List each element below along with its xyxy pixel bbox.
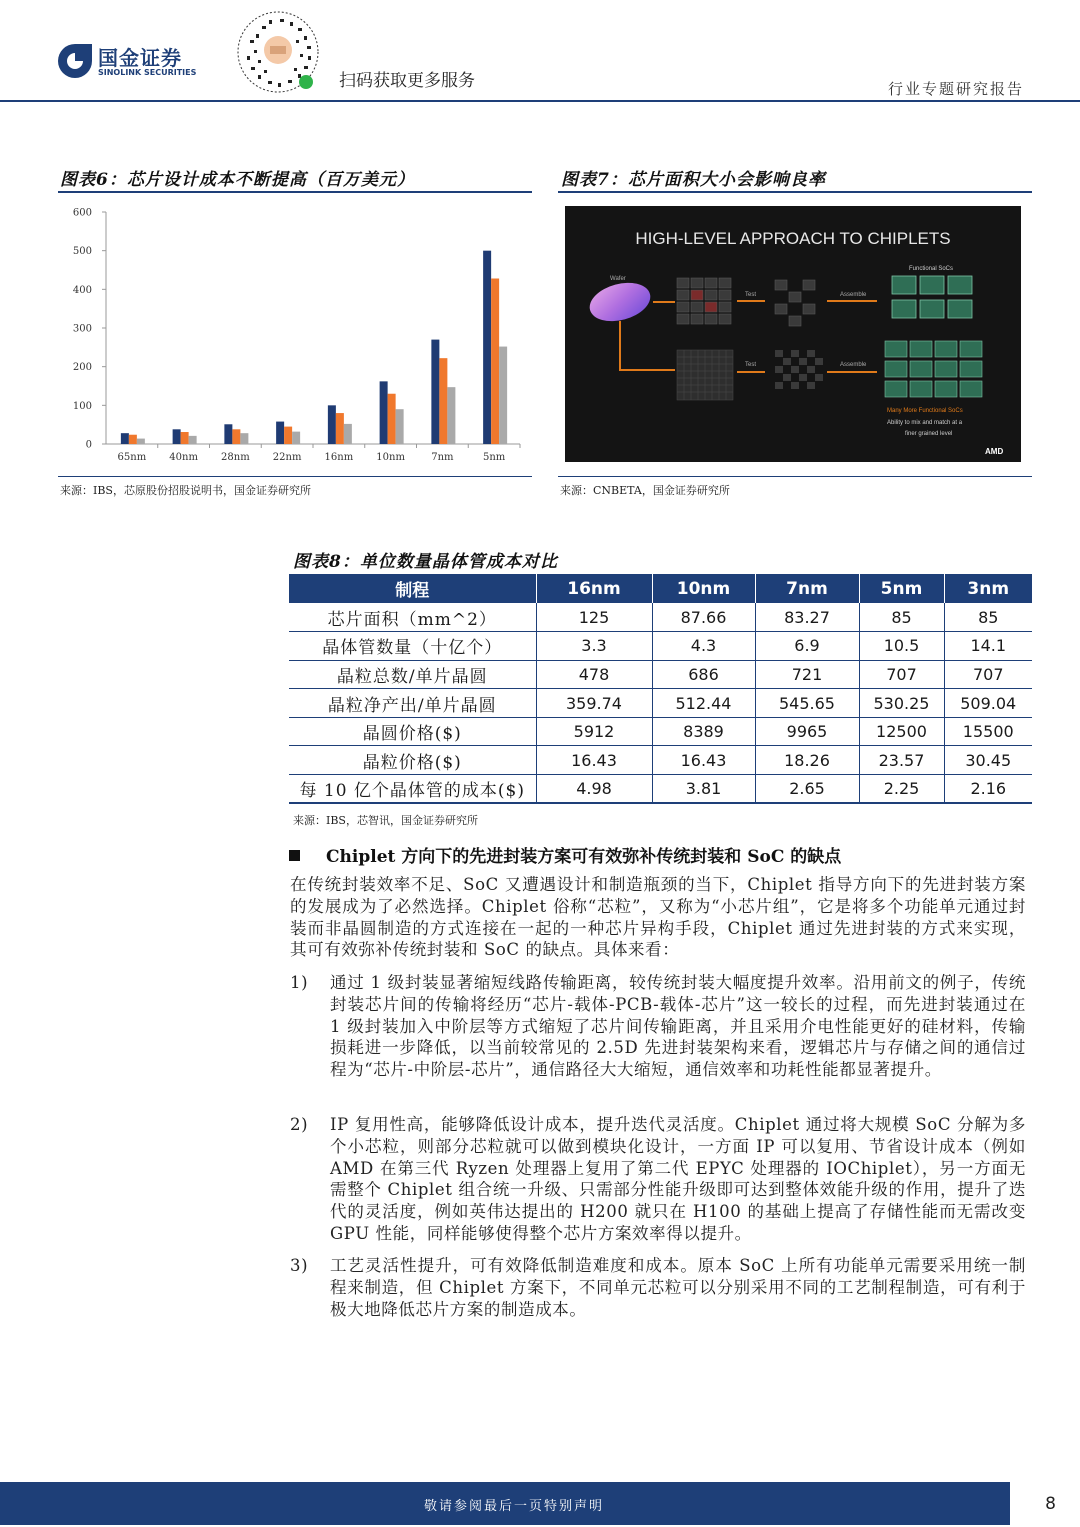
figure6-source: 来源：IBS，芯原股份招股说明书，国金证券研究所 xyxy=(60,484,311,497)
table-cell: 18.26 xyxy=(755,746,859,775)
x-tick-label: 5nm xyxy=(482,452,506,463)
bar-40nm-series3 xyxy=(189,436,197,444)
table-cell: 8389 xyxy=(652,717,755,746)
table-cell: 3.81 xyxy=(652,775,755,804)
bar-22nm-series1 xyxy=(276,422,284,444)
x-tick-label: 7nm xyxy=(431,452,454,463)
table-cell: 478 xyxy=(536,660,652,689)
qr-code-icon[interactable] xyxy=(236,10,320,94)
table-cell: 530.25 xyxy=(859,689,944,718)
y-tick-label: 600 xyxy=(72,207,92,219)
list-item-text: 工艺灵活性提升，可有效降低制造难度和成本。原本 SoC 上所有功能单元需要采用统一制程来制造，但 Chiplet 方案下，不同单元芯粒可以分别采用不同的工艺制程制造，可有利于极大地降低芯片方案的制造成本。 xyxy=(330,1256,1026,1319)
table-cell: 85 xyxy=(859,603,944,632)
header-process: 制程 xyxy=(289,574,536,603)
intro-paragraph: 在传统封装效率不足、SoC 又遭遇设计和制造瓶颈的当下，Chiplet 指导方向下的先进封装方案的发展成为了必然选择。Chiplet 俗称“芯粒”，又称为“小芯片组”，它是将多个功能单元通过封装而非晶圆制造的方式连接在一起的一种芯片异构手段，Chiplet 通过先进封装的方式来实现，其可有效弥补传统封装和 SoC 的缺点。具体来看： xyxy=(290,875,1026,960)
logo-english-name: SINOLINK SECURITIES xyxy=(98,68,197,77)
bar-7nm-series1 xyxy=(431,340,439,444)
header-16nm: 16nm xyxy=(536,574,652,603)
bar-16nm-series1 xyxy=(328,405,336,444)
row-label: 每 10 亿个晶体管的成本($) xyxy=(289,775,536,804)
figure7-title: 图表7：芯片面积大小会影响良率 xyxy=(561,170,826,190)
table-cell: 16.43 xyxy=(536,746,652,775)
transistor-cost-table xyxy=(289,574,1032,804)
bar-5nm-series2 xyxy=(491,279,499,444)
header-divider xyxy=(0,100,1080,102)
table-cell: 2.16 xyxy=(944,775,1032,804)
test-label-bottom: Test xyxy=(745,362,757,368)
figure7-bottom-rule xyxy=(558,476,1032,477)
row-label: 芯片面积（mm^2） xyxy=(289,603,536,632)
table-cell: 125 xyxy=(536,603,652,632)
bar-28nm-series1 xyxy=(224,424,232,444)
bar-10nm-series1 xyxy=(380,381,388,444)
assemble-label-bottom: Assemble xyxy=(840,362,867,368)
table-cell: 2.25 xyxy=(859,775,944,804)
x-tick-label: 28nm xyxy=(221,452,250,463)
row-label: 晶粒价格($) xyxy=(289,746,536,775)
bar-65nm-series3 xyxy=(137,439,145,444)
section-heading xyxy=(289,842,841,867)
bar-7nm-series2 xyxy=(439,358,447,444)
header-7nm: 7nm xyxy=(755,574,859,603)
bar-10nm-series3 xyxy=(396,409,404,444)
table-cell: 16.43 xyxy=(652,746,755,775)
table-cell: 545.65 xyxy=(755,689,859,718)
page-header xyxy=(0,0,1080,102)
figure6-top-rule xyxy=(58,191,532,193)
table-cell: 10.5 xyxy=(859,632,944,661)
table-header-row xyxy=(289,574,1032,603)
table8-source: 来源：IBS，芯智讯，国金证券研究所 xyxy=(293,814,478,827)
list-item-number: 1) xyxy=(290,973,309,992)
header-10nm: 10nm xyxy=(652,574,755,603)
table-cell: 2.65 xyxy=(755,775,859,804)
list-item-text: IP 复用性高，能够降低设计成本，提升迭代灵活度。Chiplet 通过将大规模 SoC 分解为多个小芯粒，则部分芯粒就可以做到模块化设计，一方面 IP 可以复用、节省设计成本（例如 AMD 在第三代 Ryzen 处理器上复用了第二代 EPYC 处理器的 IOChiplet），另一方面无需整个 Chiplet 组合统一升级、只需部分性能升级即可达到整体效能升级的作用，提升了迭代的灵活度，例如英伟达提出的 H200 就只在 H100 的基础上提高了存储性能而无需改变 GPU 性能，同样能够使得整个芯片方案效率得以提升。 xyxy=(330,1115,1026,1243)
x-tick-label: 16nm xyxy=(324,452,354,463)
figure6-title: 图表6：芯片设计成本不断提高（百万美元） xyxy=(60,170,415,190)
assemble-label-top: Assemble xyxy=(840,292,867,298)
table-cell: 15500 xyxy=(944,717,1032,746)
bar-65nm-series1 xyxy=(121,433,129,444)
page-number: 8 xyxy=(1045,1494,1056,1514)
table-cell: 87.66 xyxy=(652,603,755,632)
amd-logo: AMD xyxy=(985,447,1004,456)
bar-65nm-series2 xyxy=(129,435,137,444)
x-tick-label: 40nm xyxy=(169,452,198,463)
table-cell: 707 xyxy=(944,660,1032,689)
table-cell: 3.3 xyxy=(536,632,652,661)
y-tick-label: 100 xyxy=(72,400,92,412)
report-type-label: 行业专题研究报告 xyxy=(887,80,1024,98)
bar-40nm-series1 xyxy=(173,429,181,444)
x-tick-label: 10nm xyxy=(376,452,405,463)
mix-match-line2: finer grained level xyxy=(905,431,953,437)
header-5nm: 5nm xyxy=(859,574,944,603)
row-label: 晶圆价格($) xyxy=(289,717,536,746)
list-item xyxy=(290,972,1026,1081)
y-tick-label: 0 xyxy=(85,439,92,451)
table-row xyxy=(289,717,1032,746)
header-3nm: 3nm xyxy=(944,574,1032,603)
section-heading-text: Chiplet 方向下的先进封装方案可有效弥补传统封装和 SoC 的缺点 xyxy=(326,847,842,867)
table-row xyxy=(289,632,1032,661)
y-tick-label: 500 xyxy=(72,246,92,258)
table-row xyxy=(289,689,1032,718)
bar-16nm-series2 xyxy=(336,413,344,444)
functional-socs-label: Functional SoCs xyxy=(908,266,954,272)
chiplet-image-title: HIGH-LEVEL APPROACH TO CHIPLETS xyxy=(635,229,951,248)
bar-40nm-series2 xyxy=(181,432,189,444)
table-cell: 9965 xyxy=(755,717,859,746)
row-label: 晶体管数量（十亿个） xyxy=(289,632,536,661)
x-tick-label: 65nm xyxy=(117,452,147,463)
y-tick-label: 300 xyxy=(72,323,92,335)
table-cell: 686 xyxy=(652,660,755,689)
row-label: 晶粒净产出/单片晶圆 xyxy=(289,689,536,718)
table-row xyxy=(289,603,1032,632)
logo-mark-icon xyxy=(58,44,92,78)
list-item-text: 通过 1 级封装显著缩短线路传输距离，较传统封装大幅度提升效率。沿用前文的例子，传统封装芯片间的传输将经历“芯片-载体-PCB-载体-芯片”这一较长的过程，而先进封装通过在 1 级封装加入中阶层等方式缩短了芯片间传输距离，并且采用介电性能更好的硅材料，传输损耗进一步降低，以当前较常见的 2.5D 先进封装架构来看，逻辑芯片与存储之间的通信过程为“芯片-中阶层-芯片”，通信路径大大缩短，通信效率和功耗性能都显著提升。 xyxy=(330,973,1026,1080)
table8-title: 图表8：单位数量晶体管成本对比 xyxy=(293,552,558,572)
chiplet-approach-image xyxy=(565,206,1021,462)
table-cell: 512.44 xyxy=(652,689,755,718)
table-cell: 83.27 xyxy=(755,603,859,632)
bar-5nm-series1 xyxy=(483,251,491,444)
list-item-number: 2) xyxy=(290,1115,309,1134)
bar-10nm-series2 xyxy=(388,394,396,444)
bar-7nm-series3 xyxy=(447,387,455,444)
figure7-top-rule xyxy=(558,191,1032,193)
table-cell: 6.9 xyxy=(755,632,859,661)
table-cell: 359.74 xyxy=(536,689,652,718)
bar-22nm-series3 xyxy=(292,432,300,444)
bar-5nm-series3 xyxy=(499,347,507,444)
row-label: 晶粒总数/单片晶圆 xyxy=(289,660,536,689)
table-cell: 14.1 xyxy=(944,632,1032,661)
bar-22nm-series2 xyxy=(284,427,292,444)
table-row xyxy=(289,660,1032,689)
figure7-source: 来源：CNBETA，国金证券研究所 xyxy=(560,484,730,497)
list-item xyxy=(290,1114,1026,1245)
table-cell: 509.04 xyxy=(944,689,1032,718)
design-cost-bar-chart xyxy=(58,198,530,468)
mix-match-line1: Ability to mix and match at a xyxy=(887,420,963,426)
table-cell: 4.3 xyxy=(652,632,755,661)
list-item xyxy=(290,1255,1026,1320)
x-tick-label: 22nm xyxy=(272,452,302,463)
figure6-bottom-rule xyxy=(58,476,532,477)
table-cell: 721 xyxy=(755,660,859,689)
table-cell: 707 xyxy=(859,660,944,689)
test-label-top: Test xyxy=(745,292,757,298)
table-cell: 85 xyxy=(944,603,1032,632)
page-footer xyxy=(0,1482,1080,1527)
list-item-number: 3) xyxy=(290,1256,309,1275)
table-cell: 23.57 xyxy=(859,746,944,775)
company-logo xyxy=(58,42,208,82)
table-cell: 30.45 xyxy=(944,746,1032,775)
wafer-label: Wafer xyxy=(610,276,626,282)
table-row xyxy=(289,746,1032,775)
footer-disclaimer: 敬请参阅最后一页特别声明 xyxy=(424,1499,605,1514)
logo-chinese-name: 国金证券 xyxy=(98,46,182,70)
y-tick-label: 400 xyxy=(72,284,92,296)
many-more-socs-label: Many More Functional SoCs xyxy=(887,408,963,414)
bar-28nm-series3 xyxy=(240,433,248,444)
bar-16nm-series3 xyxy=(344,424,352,444)
table-row xyxy=(289,775,1032,804)
table-cell: 12500 xyxy=(859,717,944,746)
table-cell: 5912 xyxy=(536,717,652,746)
bar-28nm-series2 xyxy=(232,429,240,444)
y-tick-label: 200 xyxy=(72,362,92,374)
bullet-square-icon xyxy=(289,850,300,861)
table-cell: 4.98 xyxy=(536,775,652,804)
qr-caption: 扫码获取更多服务 xyxy=(339,71,475,91)
